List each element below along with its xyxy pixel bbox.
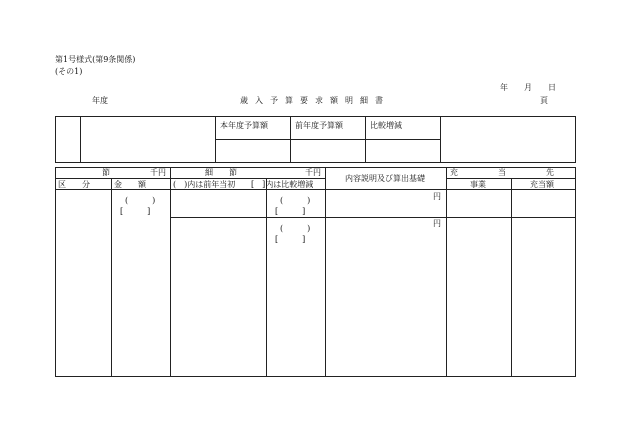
- last-year-budget-header: 前年度予算額: [295, 121, 343, 130]
- allocated-amount-header: 充当額: [530, 180, 554, 189]
- kubun-header: 区 分: [58, 180, 90, 189]
- kingaku-header: 金 額: [114, 180, 146, 189]
- form-sub-number: (その1): [55, 67, 83, 76]
- summary-row-divider: [215, 139, 440, 140]
- column-divider: [446, 167, 447, 377]
- page-label: 頁: [540, 96, 548, 105]
- date-field: 年 月 日: [500, 83, 556, 92]
- setsu-header: 節: [102, 168, 110, 177]
- this-year-budget-header: 本年度予算額: [220, 121, 268, 130]
- column-divider: [325, 167, 326, 377]
- kingaku-last-year-slot: ( ): [125, 196, 156, 205]
- difference-header: 比較増減: [370, 121, 402, 130]
- summary-divider: [440, 116, 441, 163]
- yen-unit: 円: [433, 192, 441, 201]
- summary-divider: [80, 116, 81, 163]
- column-divider: [511, 178, 512, 377]
- saisetsu-header: 細 節: [205, 168, 237, 177]
- setsu-unit: 千円: [150, 168, 166, 177]
- column-divider: [111, 178, 112, 377]
- kingaku-difference-slot: [ ]: [120, 207, 151, 216]
- saisetsu-last-year-slot: ( ): [280, 196, 311, 205]
- column-divider: [170, 167, 171, 377]
- saisetsu-last-year-slot: ( ): [280, 224, 311, 233]
- form-number: 第1号様式(第9条関係): [55, 55, 136, 64]
- project-header: 事業: [470, 180, 486, 189]
- body-row-divider: [170, 217, 576, 218]
- saisetsu-difference-slot: [ ]: [275, 207, 306, 216]
- header-row-divider: [55, 178, 325, 179]
- saisetsu-unit: 千円: [305, 168, 321, 177]
- yen-unit: 円: [433, 219, 441, 228]
- description-header: 内容説明及び算出基礎: [345, 174, 425, 183]
- column-divider: [266, 178, 267, 377]
- fiscal-year-label: 年度: [92, 96, 108, 105]
- allocation-header: 充 当 先: [450, 168, 554, 177]
- last-year-note: ( )内は前年当初: [173, 180, 236, 189]
- document-title: 歳入予算要求額明細書: [240, 96, 390, 105]
- saisetsu-difference-slot: [ ]: [275, 235, 306, 244]
- difference-note: [ ]内は比較増減: [251, 180, 314, 189]
